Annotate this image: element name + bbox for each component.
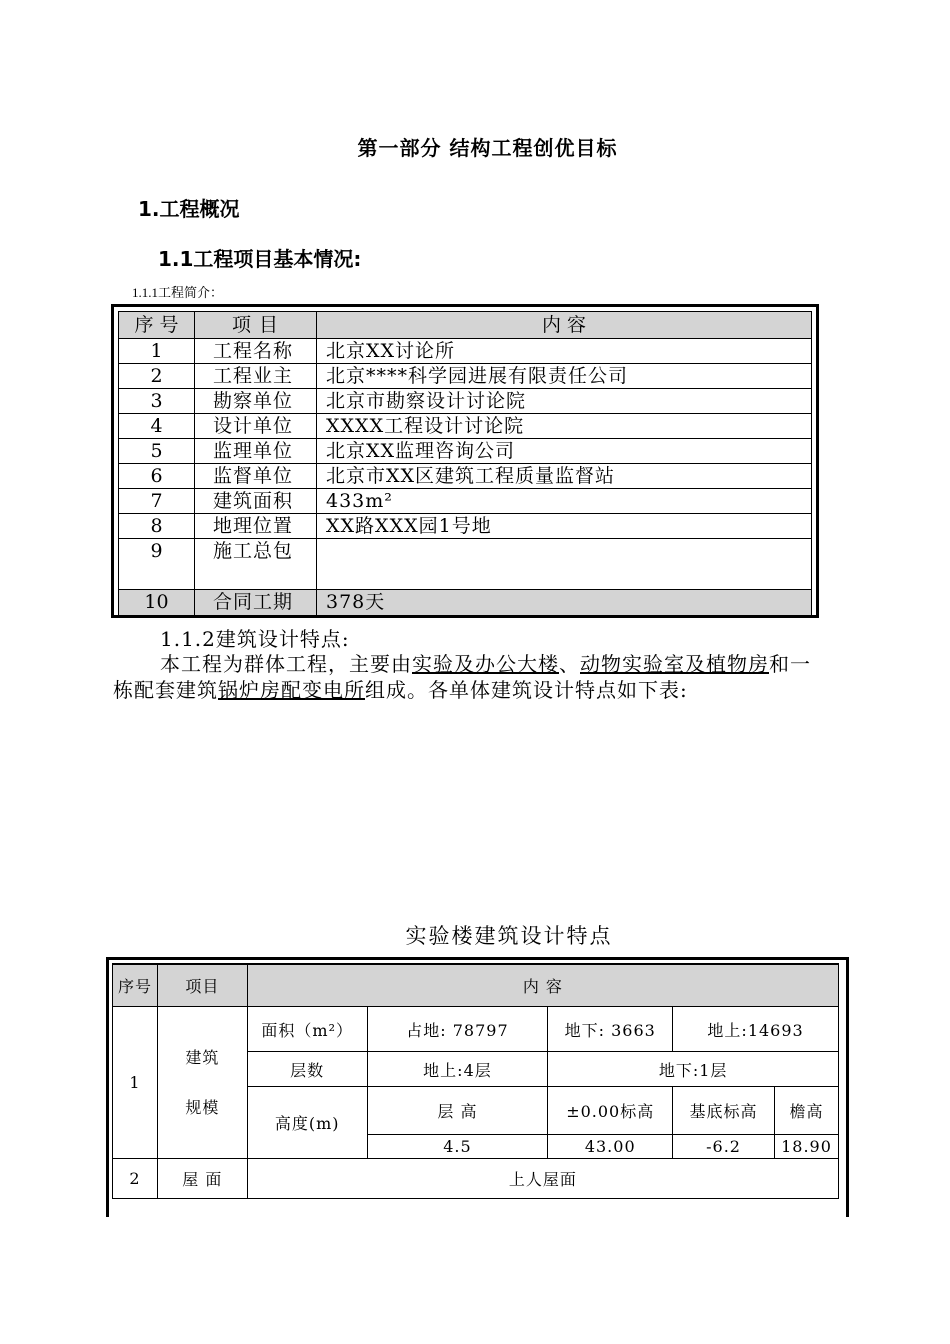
- paragraph-underlined: 实验及办公大楼: [412, 652, 559, 676]
- row-value: 上人屋面: [247, 1159, 838, 1199]
- row-value: 北京市勘察设计讨论院: [317, 389, 812, 414]
- header-content: 内 容: [247, 964, 838, 1007]
- height-base-value: -6.2: [673, 1135, 775, 1159]
- area-under: 地下: 3663: [548, 1007, 673, 1052]
- header-item: 项 目: [195, 312, 317, 339]
- row-value: 北京XX监理咨询公司: [317, 439, 812, 464]
- paragraph-text: 和一: [769, 652, 811, 676]
- floors-above: 地上:4层: [367, 1052, 548, 1087]
- table-row: [119, 539, 812, 590]
- paragraph-text: 组成。各单体建筑设计特点如下表:: [365, 678, 688, 702]
- row-no: 2: [119, 364, 195, 389]
- header-no: 序 号: [119, 312, 195, 339]
- floors-label: 层数: [247, 1052, 367, 1087]
- row-no: 7: [119, 489, 195, 514]
- table-row: [119, 364, 812, 389]
- paragraph-line-2: [113, 674, 688, 703]
- item-line: 建筑: [185, 1047, 220, 1067]
- height-label: 高度(m): [247, 1087, 367, 1159]
- paragraph-line-1: [160, 648, 811, 677]
- row-no: 1: [113, 1007, 158, 1159]
- section-heading-1: 1.工程概况: [138, 197, 240, 221]
- row-item: 设计单位: [195, 414, 317, 439]
- area-land: 占地: 78797: [367, 1007, 548, 1052]
- row-item: 工程业主: [195, 364, 317, 389]
- table-row: [119, 339, 812, 364]
- row-value: 433m²: [317, 489, 812, 514]
- table2-caption: 实验楼建筑设计特点: [405, 924, 613, 948]
- paragraph-text: 栋配套建筑: [113, 678, 218, 702]
- table-row: [119, 464, 812, 489]
- header-content: 内 容: [317, 312, 812, 339]
- floors-under: 地下:1层: [548, 1052, 839, 1087]
- section-heading-1-1-2: 1.1.2建筑设计特点:: [160, 627, 350, 651]
- row-item: 监督单位: [195, 464, 317, 489]
- paragraph-text: 本工程为群体工程，主要由: [160, 652, 412, 676]
- paragraph-underlined: 动物实验室及植物房: [580, 652, 769, 676]
- section-heading-1-1: 1.1工程项目基本情况:: [158, 247, 362, 271]
- row-item: 地理位置: [195, 514, 317, 539]
- height-zero-value: 43.00: [548, 1135, 673, 1159]
- row-no: 9: [119, 539, 195, 590]
- row-item: 勘察单位: [195, 389, 317, 414]
- row-value: 北京XX讨论所: [317, 339, 812, 364]
- row-no: 2: [113, 1159, 158, 1199]
- table-row: [113, 1159, 839, 1199]
- row-value: 378天: [317, 590, 812, 616]
- project-overview-table: [118, 311, 812, 616]
- height-eave-value: 18.90: [774, 1135, 838, 1159]
- row-no: 6: [119, 464, 195, 489]
- section-heading-1-1-1: 1.1.1工程简介：: [132, 285, 224, 300]
- table-row: [119, 489, 812, 514]
- row-value: XX路XXX园1号地: [317, 514, 812, 539]
- header-no: 序号: [113, 964, 158, 1007]
- row-no: 1: [119, 339, 195, 364]
- table-header-row: [113, 964, 839, 1007]
- row-value: 北京****科学园进展有限责任公司: [317, 364, 812, 389]
- height-floor-header: 层 高: [367, 1087, 548, 1135]
- table-header-row: [119, 312, 812, 339]
- height-base-header: 基底标高: [673, 1087, 775, 1135]
- row-no: 5: [119, 439, 195, 464]
- row-item: [157, 1007, 247, 1159]
- area-label: 面积（m²）: [247, 1007, 367, 1052]
- height-eave-header: 檐高: [774, 1087, 838, 1135]
- table-row: [119, 514, 812, 539]
- height-floor-value: 4.5: [367, 1135, 548, 1159]
- paragraph-underlined: 锅炉房配变电所: [218, 678, 365, 702]
- area-above: 地上:14693: [673, 1007, 839, 1052]
- row-item: 合同工期: [195, 590, 317, 616]
- item-line: 规模: [185, 1097, 220, 1117]
- row-item: 建筑面积: [195, 489, 317, 514]
- paragraph-text: 、: [559, 652, 580, 676]
- row-no: 3: [119, 389, 195, 414]
- row-no: 4: [119, 414, 195, 439]
- header-item: 项目: [157, 964, 247, 1007]
- row-value: 北京市XX区建筑工程质量监督站: [317, 464, 812, 489]
- row-item: 监理单位: [195, 439, 317, 464]
- table-row: [119, 439, 812, 464]
- row-value: XXXX工程设计讨论院: [317, 414, 812, 439]
- lab-building-design-table: [112, 963, 839, 1199]
- row-item: 工程名称: [195, 339, 317, 364]
- table-row: [119, 389, 812, 414]
- row-value: [317, 539, 812, 590]
- page-title: 第一部分 结构工程创优目标: [357, 136, 618, 160]
- row-item: 屋 面: [157, 1159, 247, 1199]
- height-zero-header: ±0.00标高: [548, 1087, 673, 1135]
- row-item: 施工总包: [195, 539, 317, 590]
- table-row: [113, 1007, 839, 1052]
- row-no: 8: [119, 514, 195, 539]
- table-row: [119, 590, 812, 616]
- table-row: [119, 414, 812, 439]
- row-no: 10: [119, 590, 195, 616]
